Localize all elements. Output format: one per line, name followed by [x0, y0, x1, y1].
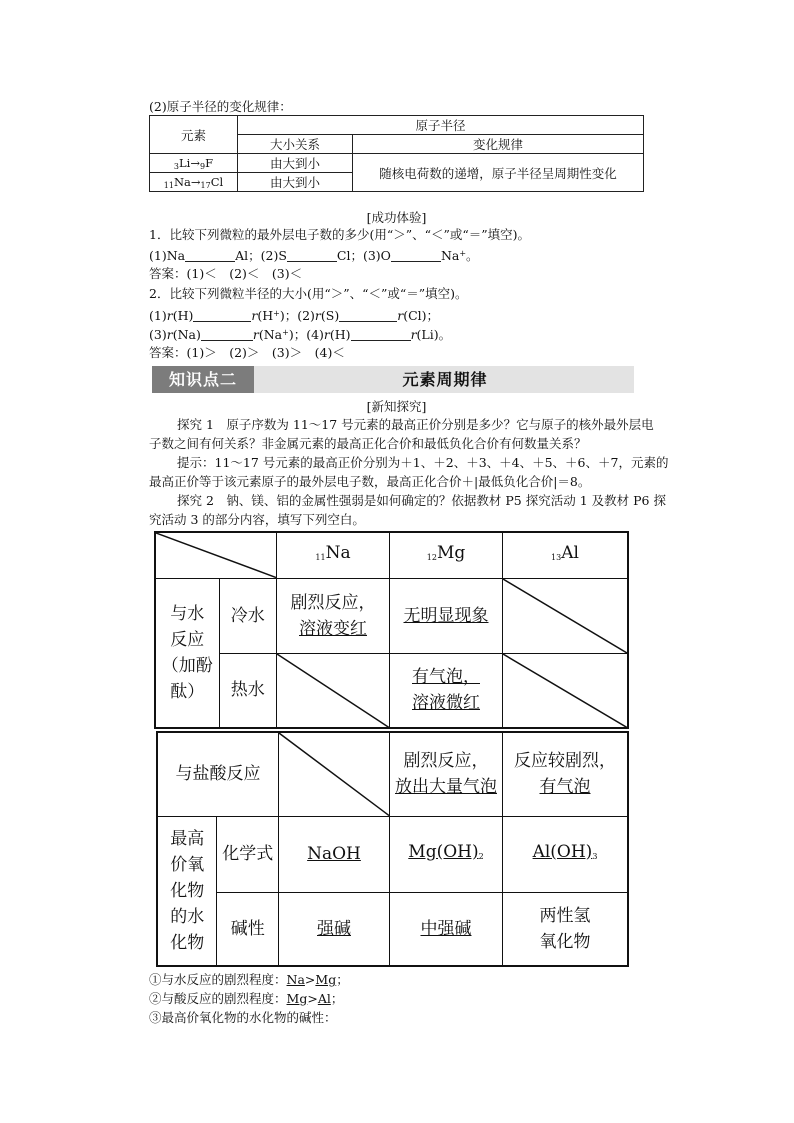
practice-q1-line: (1)Na Al；(2)S Cl；(3)O Na+。 — [149, 248, 479, 263]
atomic-radius-heading: (2)原子半径的变化规律： — [149, 99, 292, 114]
section-banner-title: 元素周期律 — [402, 370, 488, 389]
conclusion-2: ②与酸反应的剧烈程度：Mg>Al； — [149, 991, 344, 1006]
header-na: $_{11}$Na — [277, 532, 390, 578]
na-formula: NaOH — [279, 816, 390, 892]
row-na-cl-size: 由大到小 — [238, 173, 353, 192]
practice-q2-answer: 答案：(1)＞ (2)＞ (3)＞ (4)＜ — [149, 345, 345, 360]
practice-q2-line2: (3)r(Na) r(Na+)；(4)r(H) r(Li)。 — [149, 327, 452, 342]
col-rule-header: 变化规律 — [353, 135, 644, 154]
col-element-header: 元素 — [150, 116, 238, 154]
explore-q2-line2: 究活动 3 的部分内容，填写下列空白。 — [149, 512, 365, 527]
blank[interactable] — [185, 249, 235, 262]
hydroxide-label: 最高 价氧 化物 的水 化物 — [157, 816, 217, 966]
explore-q1-line1: 探究 1 原子序数为 11～17 号元素的最高正价分别是多少？它与原子的核外最外层电 — [177, 417, 654, 432]
na-acid-empty — [279, 732, 390, 816]
al-basicity: 两性氢 氧化物 — [503, 892, 629, 966]
na-basicity: 强碱 — [279, 892, 390, 966]
conclusion-1: ①与水反应的剧烈程度：Na>Mg； — [149, 972, 349, 987]
al-acid: 反应较剧烈， 有气泡 — [503, 732, 629, 816]
mg-basicity: 中强碱 — [390, 892, 503, 966]
formula-label: 化学式 — [217, 816, 279, 892]
blank[interactable] — [391, 249, 441, 262]
cold-water-label: 冷水 — [219, 578, 276, 653]
row-li-f-size: 由大到小 — [238, 154, 353, 173]
metal-acid-hydroxide-table — [156, 731, 629, 967]
na-cold-water: 剧烈反应， 溶液变红 — [277, 578, 390, 653]
na-hot-water-empty — [277, 653, 390, 728]
practice-q1-stem: 1．比较下列微粒的最外层电子数的多少(用“＞”、“＜”或“＝”填空)。 — [149, 227, 531, 242]
blank[interactable] — [193, 309, 251, 322]
mg-hot-water: 有气泡， 溶液微红 — [390, 653, 503, 728]
mg-acid: 剧烈反应， 放出大量气泡 — [390, 732, 503, 816]
atomic-radius-table — [149, 115, 644, 192]
blank[interactable] — [201, 328, 253, 341]
header-al: $_{13}$Al — [503, 532, 629, 578]
metal-water-table — [154, 531, 629, 729]
explore-hint-line1: 提示：11～17 号元素的最高正价分别为＋1、＋2、＋3、＋4、＋5、＋6、＋7，元素的 — [177, 455, 669, 470]
practice-q1-answer: 答案：(1)＜ (2)＜ (3)＜ — [149, 266, 303, 281]
explore-q2-line1: 探究 2 钠、镁、铝的金属性强弱是如何确定的？依据教材 P5 探究活动 1 及教材 P6 探 — [177, 493, 666, 508]
al-cold-water-empty — [503, 578, 629, 653]
mg-formula: $Mg(OH)_2$ — [390, 816, 503, 892]
basicity-label: 碱性 — [217, 892, 279, 966]
explore-hint-line2: 最高正价等于该元素原子的最外层电子数，最高正化合价＋|最低负化合价|＝8。 — [149, 474, 591, 489]
col-radius-header: 原子半径 — [238, 116, 644, 135]
section-banner-tag: 知识点二 — [152, 366, 254, 393]
conclusion-3: ③最高价氧化物的水化物的碱性： — [149, 1010, 337, 1025]
header-mg: $_{12}$Mg — [390, 532, 503, 578]
col-size-header: 大小关系 — [238, 135, 353, 154]
header-diagonal-cell — [155, 532, 277, 578]
blank[interactable] — [339, 309, 397, 322]
practice-q2-line1: (1)r(H) r(H+)；(2)r(S) r(Cl)； — [149, 308, 440, 323]
row-li-f-element: $_3Li\to_9F$ — [150, 154, 238, 173]
al-formula: $Al(OH)_3$ — [503, 816, 629, 892]
blank[interactable] — [351, 328, 411, 341]
explore-title: [新知探究] — [366, 399, 427, 414]
explore-q1-line2: 子数之间有何关系？非金属元素的最高正化合价和最低负化合价有何数量关系？ — [149, 436, 587, 451]
water-reaction-label: 与水 反应 （加酚 酞） — [155, 578, 219, 728]
row-na-cl-element: $_{11}Na\to_{17}Cl$ — [150, 173, 238, 192]
practice-q2-stem: 2．比较下列微粒半径的大小(用“＞”、“＜”或“＝”填空)。 — [149, 286, 468, 301]
hot-water-label: 热水 — [219, 653, 276, 728]
al-hot-water-empty — [503, 653, 629, 728]
practice-title: [成功体验] — [366, 210, 427, 225]
blank[interactable] — [287, 249, 337, 262]
radius-rule: 随核电荷数的递增，原子半径呈周期性变化 — [353, 154, 644, 192]
acid-reaction-label: 与盐酸反应 — [157, 732, 279, 816]
mg-cold-water: 无明显现象 — [390, 578, 503, 653]
